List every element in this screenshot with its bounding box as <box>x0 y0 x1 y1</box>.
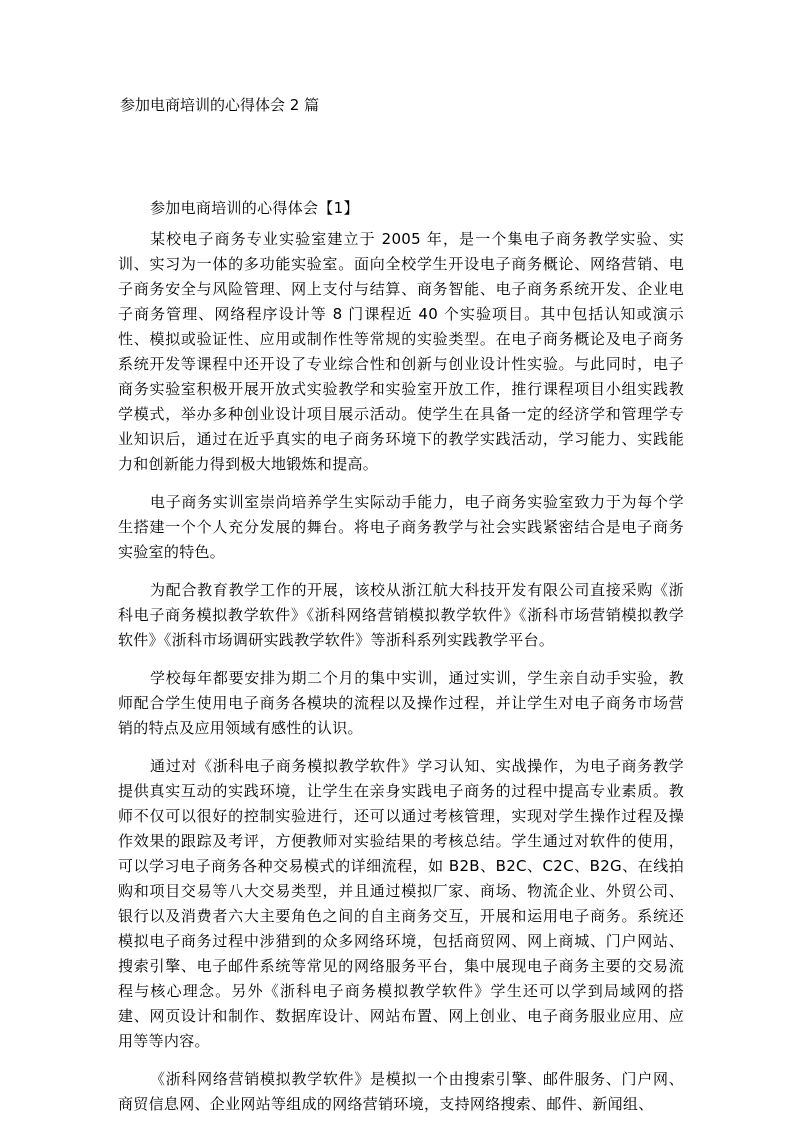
paragraph: 《浙科网络营销模拟教学软件》是模拟一个由搜索引擎、邮件服务、门户网、商贸信息网、企业网站等组成的网络营销环境，支持网络搜索、邮件、新闻组、 <box>118 1070 684 1113</box>
paragraph: 为配合教育教学工作的开展，该校从浙江航大科技开发有限公司直接采购《浙科电子商务模拟教学软件》《浙科网络营销模拟教学软件》《浙科市场营销模拟教学软件》《浙科市场调研实践教学软件》等浙科系列实践教学平台。 <box>118 581 684 649</box>
paragraph: 通过对《浙科电子商务模拟教学软件》学习认知、实战操作，为电子商务教学提供真实互动的实践环境，让学生在亲身实践电子商务的过程中提高专业素质。教师不仅可以很好的控制实验进行，还可以通过考核管理，实现对学生操作过程及操作效果的跟踪及考评，方便教师对实验结果的考核总结。学生通过对软件的使用，可以学习电子商务各种交易模式的详细流程，如 B2B、B2C、C2C、B2G、在线拍购和项目交易等八大交易类型，并且通过模拟厂家、商场、物流企业、外贸公司、银行以及消费者六大主要角色之间的自主商务交互，开展和运用电子商务。系统还模拟电子商务过程中涉猎到的众多网络环境，包括商贸网、网上商城、门户网站、搜索引擎、电子邮件系统等常见的网络服务平台，集中展现电子商务主要的交易流程与核心理念。另外《浙科电子商务模拟教学软件》学生还可以学到局域网的搭建、网页设计和制作、数据库设计、网站布置、网上创业、电子商务服业应用、应用等等内容。 <box>118 757 684 1050</box>
paragraph: 学校每年都要安排为期二个月的集中实训，通过实训，学生亲自动手实验，教师配合学生使用电子商务各模块的流程以及操作过程，并让学生对电子商务市场营销的特点及应用领域有感性的认识。 <box>118 669 684 737</box>
paragraph: 某校电子商务专业实验室建立于 2005 年，是一个集电子商务教学实验、实训、实习为一体的多功能实验室。面向全校学生开设电子商务概论、网络营销、电子商务安全与风险管理、网上支付与结算、商务智能、电子商务系统开发、企业电子商务管理、网络程序设计等 8 门课程近 40 个实验项目。其中包括认知或演示性、模拟或验证性、应用或制作性等常规的实验类型。在电子商务概论及电子商务系统开发等课程中还开设了专业综合性和创新与创业设计性实验。与此同时，电子商务实验室积极开展开放式实验教学和实验室开放工作，推行课程项目小组实践教学模式，举办多种创业设计项目展示活动。使学生在具备一定的经济学和管理学专业知识后，通过在近乎真实的电子商务环境下的教学实践活动，学习能力、实践能力和创新能力得到极大地锻炼和提高。 <box>118 230 684 473</box>
paragraph: 电子商务实训室崇尚培养学生实际动手能力，电子商务实验室致力于为每个学生搭建一个个人充分发展的舞台。将电子商务教学与社会实践紧密结合是电子商务实验室的特色。 <box>118 493 684 561</box>
section-heading: 参加电商培训的心得体会【1】 <box>150 199 359 217</box>
document-title: 参加电商培训的心得体会 2 篇 <box>120 96 320 114</box>
document-body <box>118 196 684 1130</box>
